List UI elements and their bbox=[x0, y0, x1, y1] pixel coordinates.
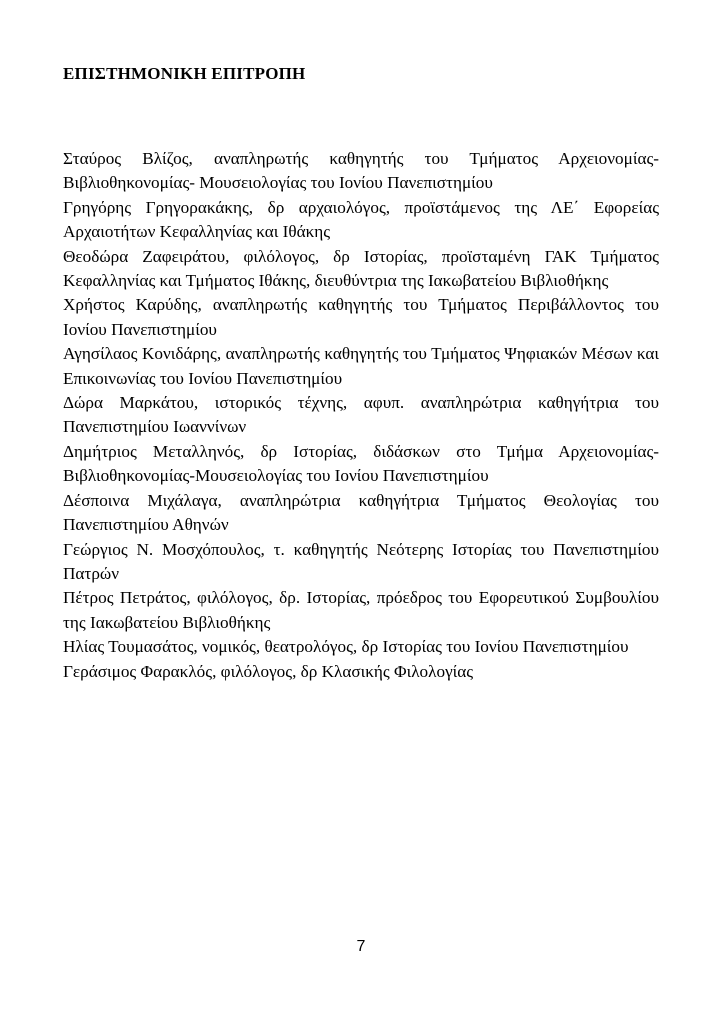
page-title: ΕΠΙΣΤΗΜΟΝΙΚΗ ΕΠΙΤΡΟΠΗ bbox=[63, 64, 306, 83]
committee-member: Δέσποινα Μιχάλαγα, αναπληρώτρια καθηγήτρια Τμήματος Θεολογίας του Πανεπιστημίου Αθηνών bbox=[63, 490, 659, 535]
committee-member-list bbox=[63, 147, 659, 684]
committee-member: Γεώργιος Ν. Μοσχόπουλος, τ. καθηγητής Νεότερης Ιστορίας του Πανεπιστημίου Πατρών bbox=[63, 539, 659, 583]
committee-member: Αγησίλαος Κονιδάρης, αναπληρωτής καθηγητής του Τμήματος Ψηφιακών Μέσων και Επικοινωνίας του Ιονίου Πανεπιστημίου bbox=[63, 344, 659, 388]
page-number: 7 bbox=[356, 938, 366, 955]
committee-member: Δώρα Μαρκάτου, ιστορικός τέχνης, αφυπ. αναπληρώτρια καθηγήτρια του Πανεπιστημίου Ιωαννίνων bbox=[63, 393, 659, 437]
committee-member: Θεοδώρα Ζαφειράτου, φιλόλογος, δρ Ιστορίας, προϊσταμένη ΓΑΚ Τμήματος Κεφαλληνίας και Τμήματος Ιθάκης, διευθύντρια της Ιακωβατείου Βιβλιοθήκης bbox=[63, 246, 659, 291]
committee-member: Γρηγόρης Γρηγορακάκης, δρ αρχαιολόγος, προϊστάμενος της ΛΕ΄ Εφορείας Αρχαιοτήτων Κεφαλληνίας και Ιθάκης bbox=[63, 197, 659, 242]
committee-member: Χρήστος Καρύδης, αναπληρωτής καθηγητής του Τμήματος Περιβάλλοντος του Ιονίου Πανεπιστημίου bbox=[63, 295, 659, 339]
committee-member: Σταύρος Βλίζος, αναπληρωτής καθηγητής του Τμήματος Αρχειονομίας-Βιβλιοθηκονομίας- Μουσειολογίας του Ιονίου Πανεπιστημίου bbox=[63, 149, 659, 193]
committee-member: Γεράσιμος Φαρακλός, φιλόλογος, δρ Κλασικής Φιλολογίας bbox=[63, 661, 474, 681]
committee-member: Ηλίας Τουμασάτος, νομικός, θεατρολόγος, δρ Ιστορίας του Ιονίου Πανεπιστημίου bbox=[63, 637, 629, 657]
committee-member: Πέτρος Πετράτος, φιλόλογος, δρ. Ιστορίας, πρόεδρος του Εφορευτικού Συμβουλίου της Ιακωβατείου Βιβλιοθήκης bbox=[63, 588, 659, 632]
committee-member: Δημήτριος Μεταλληνός, δρ Ιστορίας, διδάσκων στο Τμήμα Αρχειονομίας-Βιβλιοθηκονομίας-Μουσειολογίας του Ιονίου Πανεπιστημίου bbox=[63, 441, 659, 486]
